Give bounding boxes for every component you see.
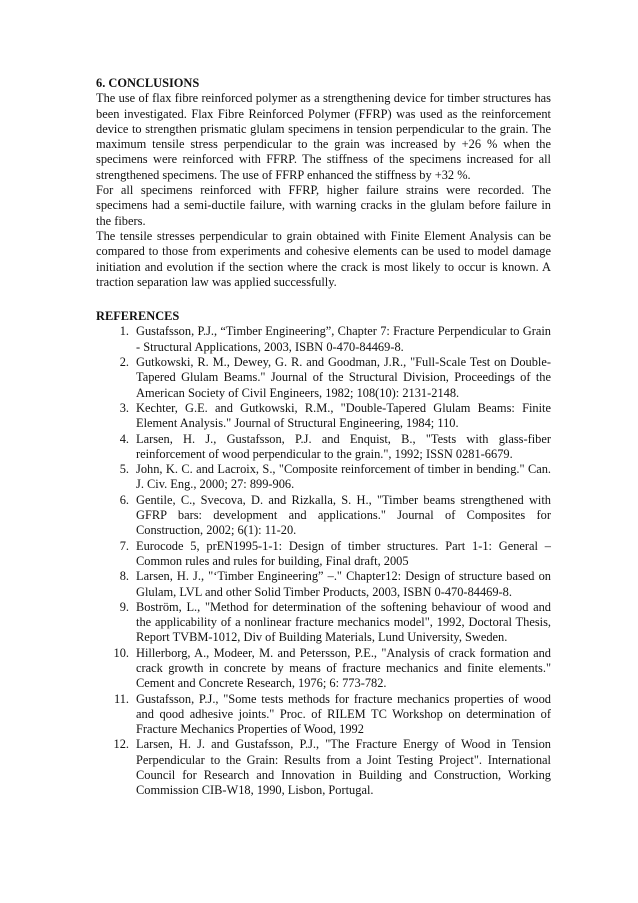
reference-text: John, K. C. and Lacroix, S., "Composite reinforcement of timber in bending." Can. J. Civ. Eng., 2000; 27: 899-906. xyxy=(136,462,551,492)
references-section xyxy=(96,309,551,799)
conclusions-paragraph-1: The use of flax fibre reinforced polymer as a strengthening device for timber structures has been investigated. Flax Fibre Reinforced Polymer (FFRP) was used as the reinforcement device to strengthen prismatic glulam specimens in tension perpendicular to the grain. The maximum tensile stress perpendicular to the grain was increased by +26 % when the specimens were reinforced with FFRP. The stiffness of the specimens increased for all strengthened specimens. The use of FFRP enhanced the stiffness by +32 %. xyxy=(96,91,551,182)
reference-item xyxy=(96,646,551,692)
reference-item xyxy=(96,737,551,798)
reference-text: Gentile, C., Svecova, D. and Rizkalla, S. H., "Timber beams strengthened with GFRP bars: development and applications." Journal of Composites for Construction, 2002; 6(1): 11-20. xyxy=(136,492,551,538)
reference-text: Hillerborg, A., Modeer, M. and Petersson, P.E., "Analysis of crack formation and crack growth in concrete by means of fracture mechanics and finite elements." Cement and Concrete Research, 1976; 6: 773-782. xyxy=(136,645,551,691)
reference-number: 3. xyxy=(119,400,129,415)
reference-number: 10. xyxy=(113,645,129,660)
reference-number: 8. xyxy=(119,569,129,584)
reference-item xyxy=(96,324,551,355)
reference-text: Larsen, H. J., Gustafsson, P.J. and Enquist, B., "Tests with glass-fiber reinforcement of wood perpendicular to the grain.", 1992; ISSN 0281-6679. xyxy=(136,431,551,461)
conclusions-paragraph-3: The tensile stresses perpendicular to grain obtained with Finite Element Analysis can be compared to those from experiments and cohesive elements can be used to model damage initiation and evolution if the section where the crack is most likely to occur is known. A traction separation law was applied successfully. xyxy=(96,228,551,289)
reference-item xyxy=(96,692,551,738)
reference-number: 2. xyxy=(119,355,129,370)
reference-item xyxy=(96,401,551,432)
reference-text: Eurocode 5, prEN1995-1-1: Design of timber structures. Part 1-1: General – Common rules and rules for building, Final draft, 2005 xyxy=(136,538,551,568)
reference-number: 1. xyxy=(119,324,129,339)
reference-number: 6. xyxy=(119,492,129,507)
reference-text: Gustafsson, P.J., "Some tests methods for fracture mechanics properties of wood and qood adhesive joints." Proc. of RILEM TC Workshop on determination of Fracture Mechanics Properties of Wood, 1992 xyxy=(136,691,551,737)
reference-text: Larsen, H. J., "‘Timber Engineering” –." Chapter12: Design of structure based on Glulam, LVL and other Solid Timber Products, 2003, ISBN 0-470-84469-8. xyxy=(136,569,551,599)
reference-text: Larsen, H. J. and Gustafsson, P.J., "The Fracture Energy of Wood in Tension Perpendicular to the Grain: Results from a Joint Testing Project". International Council for Research and Innovation in Building and Construction, Working Commission CIB-W18, 1990, Lisbon, Portugal. xyxy=(136,737,551,798)
references-heading: REFERENCES xyxy=(96,309,180,324)
reference-item xyxy=(96,432,551,463)
reference-item xyxy=(96,569,551,600)
reference-number: 7. xyxy=(119,538,129,553)
reference-text: Gutkowski, R. M., Dewey, G. R. and Goodman, J.R., "Full-Scale Test on Double-Tapered Glulam Beams." Journal of the Structural Division, Proceedings of the American Society of Civil Engineers, 1982; 108(10): 2131-2148. xyxy=(136,355,551,400)
reference-number: 4. xyxy=(119,431,129,446)
references-list xyxy=(96,324,551,798)
conclusions-section xyxy=(96,76,551,290)
reference-item xyxy=(96,462,551,493)
reference-number: 9. xyxy=(119,599,129,614)
reference-number: 11. xyxy=(113,691,129,706)
reference-number: 12. xyxy=(113,737,129,752)
reference-item xyxy=(96,493,551,539)
document-page xyxy=(96,76,551,799)
reference-number: 5. xyxy=(119,462,129,477)
section-spacer xyxy=(96,290,551,309)
reference-text: Boström, L., "Method for determination of the softening behaviour of wood and the applicability of a nonlinear fracture mechanics model", 1992, Doctoral Thesis, Report TVBM-1012, Div of Building Materials, Lund University, Sweden. xyxy=(136,599,551,645)
reference-item xyxy=(96,600,551,646)
reference-item xyxy=(96,355,551,401)
reference-text: Kechter, G.E. and Gutkowski, R.M., "Double-Tapered Glulam Beams: Finite Element Analysis." Journal of Structural Engineering, 1984; 110. xyxy=(136,400,551,431)
reference-text: Gustafsson, P.J., “Timber Engineering”, Chapter 7: Fracture Perpendicular to Grain - Structural Applications, 2003, ISBN 0-470-84469-8. xyxy=(136,324,551,354)
conclusions-paragraph-2: For all specimens reinforced with FFRP, higher failure strains were recorded. The specimens had a semi-ductile failure, with warning cracks in the glulam before failure in the fibers. xyxy=(96,183,551,228)
conclusions-heading: 6. CONCLUSIONS xyxy=(96,76,200,90)
reference-item xyxy=(96,539,551,570)
